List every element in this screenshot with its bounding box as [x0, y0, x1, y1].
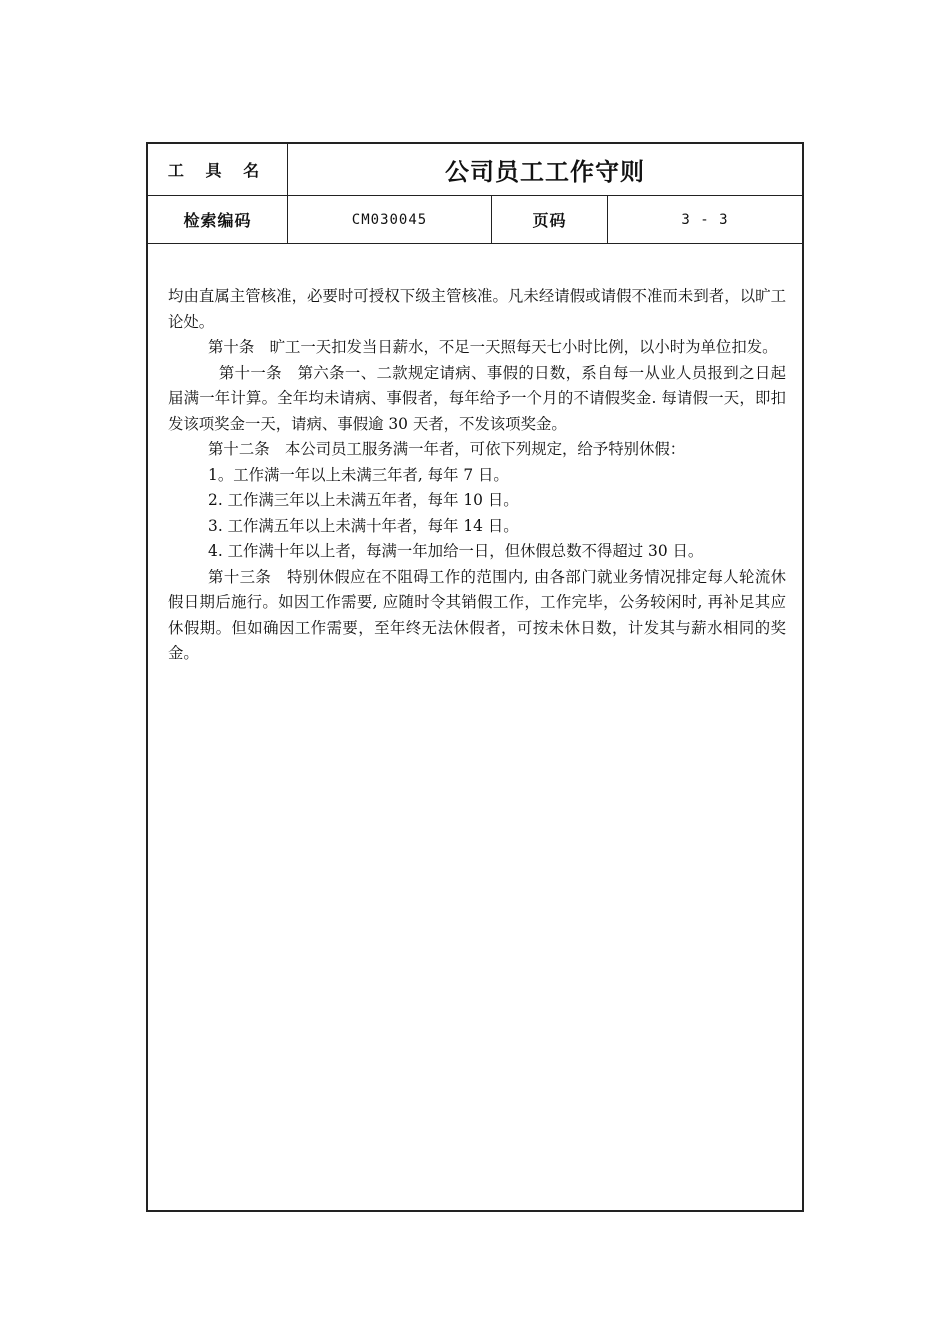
page-label: 页码 [532, 211, 567, 230]
tool-name-cell [148, 144, 287, 195]
index-code-value-cell [287, 196, 491, 243]
list-item-4: 4. 工作满十年以上者，每满一年加给一日，但休假总数不得超过 30 日。 [208, 542, 704, 560]
article-13: 第十三条 特别休假应在不阻碍工作的范围内, 由各部门就业务情况排定每人轮流休假日期后施行。如因工作需要, 应随时令其销假工作，工作完毕，公务较闲时, 再补足其应休假期。但如确因工作需要，至年终无法休假者，可按未休日数，计发其与薪水相同的奖金。 [168, 567, 786, 662]
header-row-index [148, 196, 802, 244]
index-code-label-cell [148, 196, 287, 243]
article-10: 第十条 旷工一天扣发当日薪水，不足一天照每天七小时比例，以小时为单位扣发。 [208, 338, 778, 356]
index-code-label: 检索编码 [183, 211, 252, 230]
list-item-3: 3. 工作满五年以上未满十年者，每年 14 日。 [208, 516, 519, 535]
doc-title-cell [287, 144, 802, 195]
paragraph-approval: 均由直属主管核准，必要时可授权下级主管核准。凡未经请假或请假不准而未到者，以旷工论处。 [168, 287, 786, 331]
document-frame [146, 142, 804, 1212]
page-value-cell [607, 196, 802, 243]
list-item-1: 1。工作满一年以上未满三年者, 每年 7 日。 [208, 465, 509, 484]
list-item-2: 2. 工作满三年以上未满五年者，每年 10 日。 [208, 491, 519, 509]
article-12: 第十二条 本公司员工服务满一年者，可依下列规定，给予特别休假： [208, 440, 686, 458]
article-11: 第十一条 第六条一、二款规定请病、事假的日数，系自每一从业人员报到之日起届满一年计算。全年均未请病、事假者，每年给予一个月的不请假奖金. 每请假一天，即扣发该项奖金一天，请病、事假逾 30 天者，不发该项奖金。 [168, 363, 786, 433]
page-label-cell [491, 196, 607, 243]
doc-title: 公司员工工作守则 [445, 158, 645, 186]
tool-name-label: 工 具 名 [167, 161, 268, 180]
document-body [168, 284, 786, 667]
index-code-value: CM030045 [351, 211, 428, 228]
page-value: 3 - 3 [681, 211, 729, 228]
header-row-title [148, 144, 802, 196]
